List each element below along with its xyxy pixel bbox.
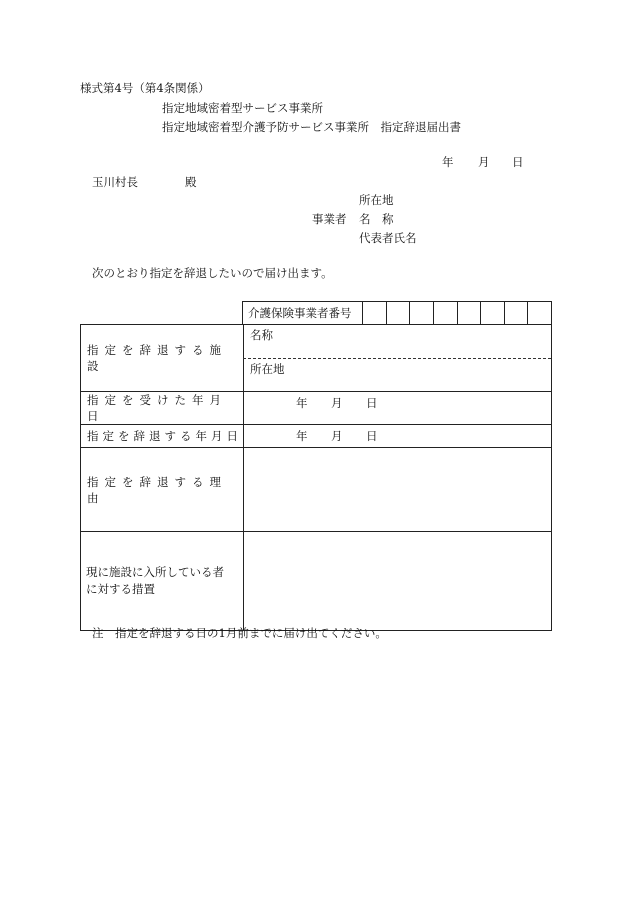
- provider-number-digit[interactable]: [433, 302, 457, 325]
- provider-number-digit[interactable]: [457, 302, 481, 325]
- withdrawal-form-table: [80, 324, 552, 631]
- withdrawal-date-label: 指定を辞退する年月日: [81, 425, 244, 448]
- provider-number-label: 介護保険事業者番号: [243, 302, 363, 325]
- reason-cell[interactable]: [244, 448, 552, 532]
- provider-number-digit[interactable]: [481, 302, 505, 325]
- withdrawal-date-cell[interactable]: [244, 425, 552, 448]
- intro-text: 次のとおり指定を辞退したいので届け出ます。: [92, 266, 333, 280]
- date-day-label: 日: [512, 155, 524, 169]
- title-line-1: 指定地域密着型サービス事業所: [162, 101, 323, 115]
- withdrawal-date-month: 月: [331, 429, 343, 443]
- provider-number-digit[interactable]: [528, 302, 552, 325]
- withdrawal-date-day: 日: [366, 429, 378, 443]
- applicant-name-label: 名 称: [359, 212, 394, 226]
- withdrawal-date-year: 年: [296, 429, 308, 443]
- provider-number-digit[interactable]: [504, 302, 528, 325]
- title-line-2: 指定地域密着型介護予防サービス事業所 指定辞退届出書: [162, 120, 461, 134]
- date-month-label: 月: [478, 155, 490, 169]
- applicant-address-label: 所在地: [359, 193, 394, 207]
- facility-divider: [243, 358, 551, 359]
- designation-date-cell[interactable]: [244, 392, 552, 425]
- addressee-honorific: 殿: [185, 175, 197, 189]
- addressee-name: 玉川村長: [92, 175, 138, 189]
- measures-label: 現に施設に入所している者に対する措置: [81, 532, 244, 631]
- measures-cell[interactable]: [244, 532, 552, 631]
- provider-number-digit[interactable]: [363, 302, 387, 325]
- note-text: 注 指定を辞退する日の1月前までに届け出てください。: [92, 626, 387, 640]
- applicant-representative-label: 代表者氏名: [359, 231, 417, 245]
- facility-address-label: 所在地: [250, 362, 285, 376]
- designation-date-month: 月: [331, 396, 343, 410]
- designation-date-label: 指定を受けた年月日: [81, 392, 244, 425]
- provider-number-digit[interactable]: [410, 302, 434, 325]
- designation-date-year: 年: [296, 396, 308, 410]
- facility-name-label: 名称: [250, 328, 273, 342]
- provider-number-table: [242, 301, 552, 325]
- provider-number-digit[interactable]: [386, 302, 410, 325]
- applicant-group-label: 事業者: [312, 212, 347, 226]
- designation-date-day: 日: [366, 396, 378, 410]
- form-number: 様式第4号（第4条関係）: [80, 81, 210, 95]
- facility-label: 指定を辞退する施設: [81, 325, 244, 392]
- date-year-label: 年: [442, 155, 454, 169]
- reason-label: 指定を辞退する理由: [81, 448, 244, 532]
